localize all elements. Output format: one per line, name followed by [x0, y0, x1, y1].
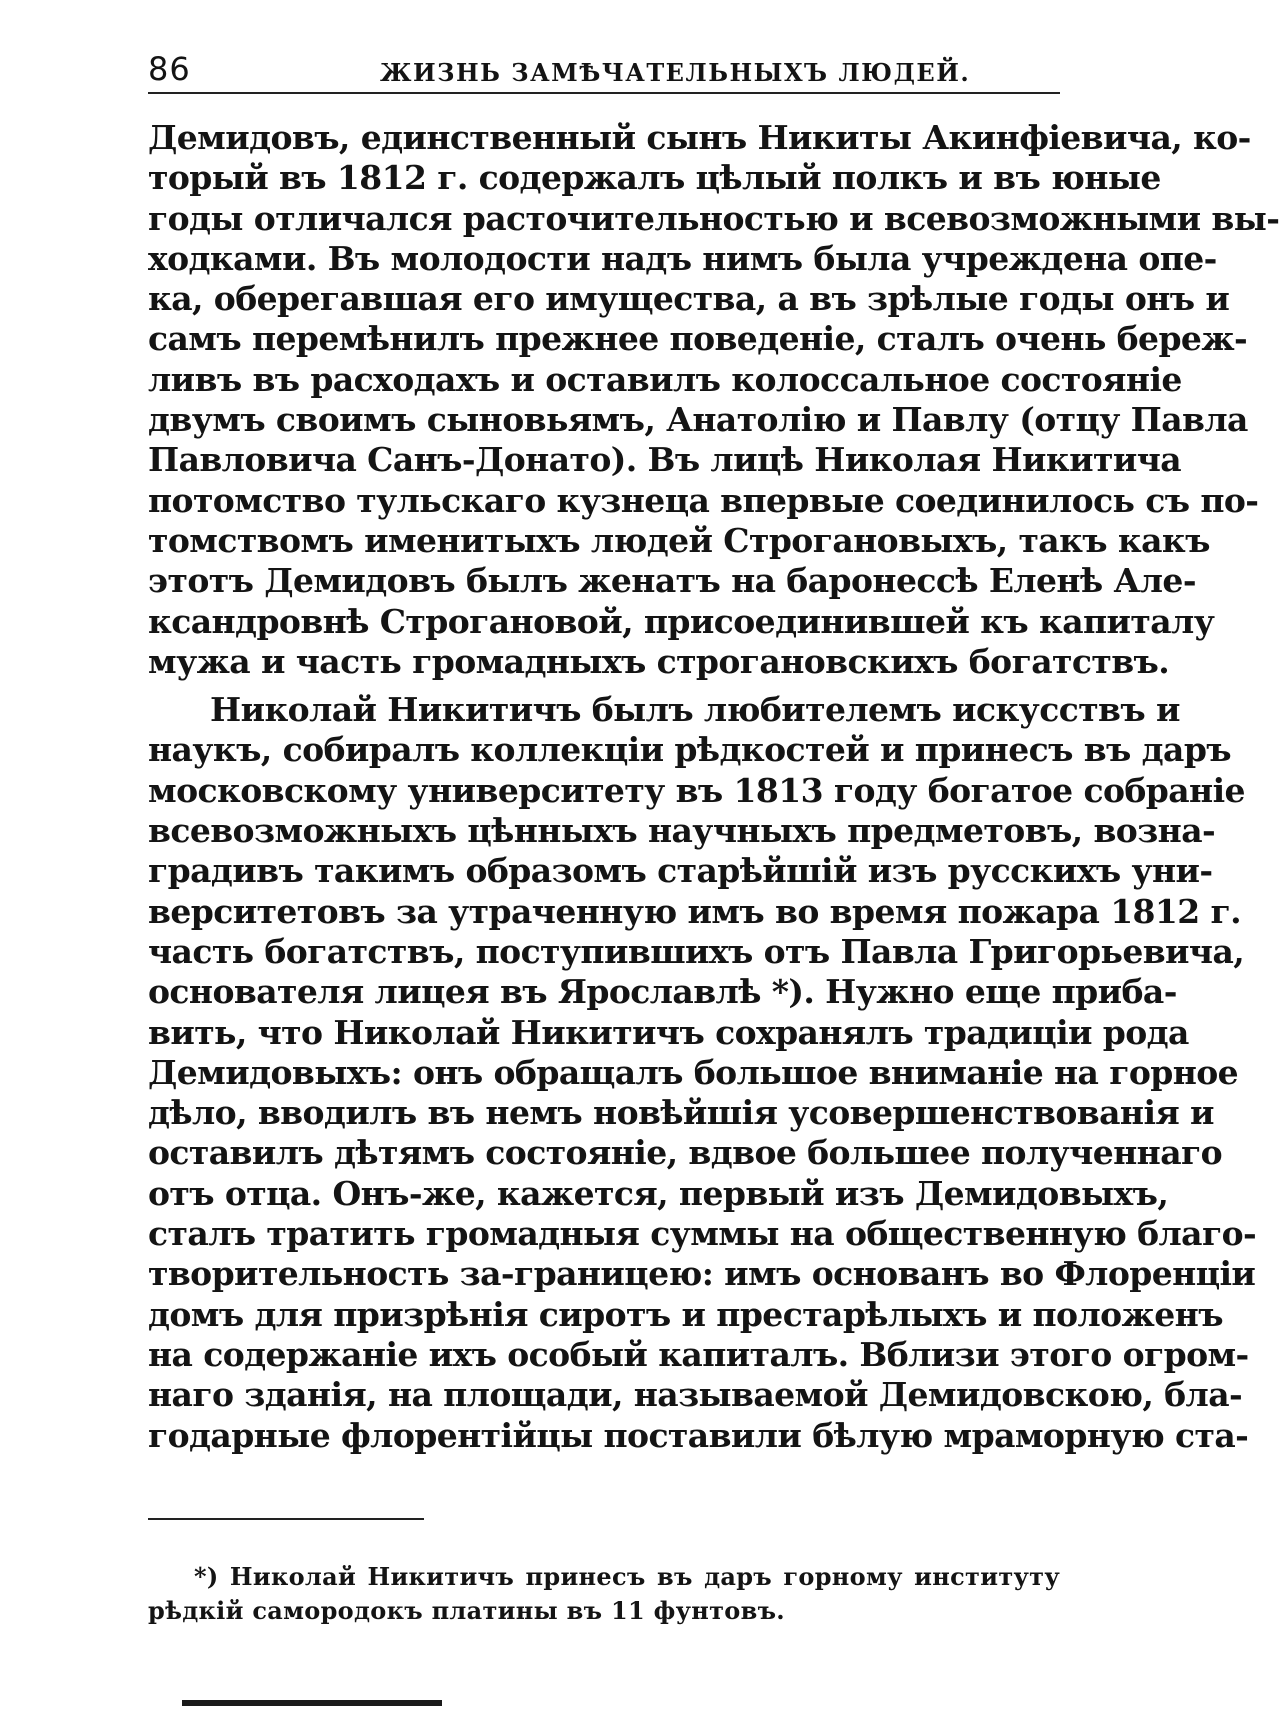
- text-line: этотъ Демидовъ былъ женатъ на баронессѣ Еленѣ Але-: [148, 561, 1196, 601]
- scan-edge-mark: [182, 1700, 442, 1706]
- text-line: вить, что Николай Никитичъ сохранялъ традиціи рода: [148, 1012, 1189, 1052]
- text-line: Павловича Санъ-Донато). Въ лицѣ Николая Никитича: [148, 440, 1182, 480]
- text-line: верситетовъ за утраченную имъ во время пожара 1812 г.: [148, 891, 1242, 931]
- text-line: ка, оберегавшая его имущества, а въ зрѣлые годы онъ и: [148, 279, 1230, 319]
- text-line: оставилъ дѣтямъ состояніе, вдвое большее полученнаго: [148, 1133, 1223, 1173]
- text-line: годы отличался расточительностью и всевозможными вы-: [148, 198, 1279, 238]
- text-line: самъ перемѣнилъ прежнее поведеніе, сталъ очень береж-: [148, 319, 1248, 359]
- text-line: наго зданія, на площади, называемой Демидовскою, бла-: [148, 1375, 1243, 1415]
- footnote-rule: [148, 1518, 424, 1520]
- text-line: двумъ своимъ сыновьямъ, Анатолію и Павлу (отцу Павла: [148, 400, 1248, 440]
- footnote: [148, 1560, 1060, 1628]
- text-line: мужа и часть громадныхъ строгановскихъ богатствъ.: [148, 641, 1170, 681]
- text-line: Демидовыхъ: онъ обращалъ большое вниманіе на горное: [148, 1052, 1239, 1092]
- header-rule: [148, 92, 1060, 94]
- text-line: на содержаніе ихъ особый капиталъ. Вблизи этого огром-: [148, 1334, 1249, 1374]
- text-line: томствомъ именитыхъ людей Строгановыхъ, такъ какъ: [148, 520, 1210, 560]
- text-line: основателя лицея въ Ярославлѣ *). Нужно еще приба-: [148, 972, 1177, 1012]
- text-line: Демидовъ, единственный сынъ Никиты Акинфіевича, ко-: [148, 118, 1251, 157]
- text-line: градивъ такимъ образомъ старѣйшій изъ русскихъ уни-: [148, 851, 1213, 891]
- text-line: годарные флорентійцы поставили бѣлую мраморную ста-: [148, 1415, 1249, 1455]
- body-text: [148, 118, 1279, 1456]
- page-header: [148, 48, 1060, 90]
- footnote-line: *) Николай Никитичъ принесъ въ даръ горному институту: [194, 1562, 1060, 1591]
- text-line: московскому университету въ 1813 году богатое собраніе: [148, 770, 1245, 810]
- text-line: торый въ 1812 г. содержалъ цѣлый полкъ и въ юные: [148, 158, 1161, 198]
- text-line: ходками. Въ молодости надъ нимъ была учреждена опе-: [148, 238, 1217, 278]
- text-line: творительность за-границею: имъ основанъ во Флоренціи: [148, 1254, 1256, 1294]
- text-line: сталъ тратить громадныя суммы на общественную благо-: [148, 1214, 1257, 1254]
- text-line: наукъ, собиралъ коллекціи рѣдкостей и принесъ въ даръ: [148, 730, 1232, 770]
- text-line: дѣло, вводилъ въ немъ новѣйшія усовершенствованія и: [148, 1093, 1214, 1133]
- page-number: 86: [148, 50, 191, 88]
- text-line: часть богатствъ, поступившихъ отъ Павла Григорьевича,: [148, 931, 1245, 971]
- text-line: домъ для призрѣнія сиротъ и престарѣлыхъ и положенъ: [148, 1294, 1223, 1334]
- text-line: ксандровнѣ Строгановой, присоединившей къ капиталу: [148, 601, 1215, 641]
- paragraph-2: [148, 690, 1257, 1456]
- text-line: отъ отца. Онъ-же, кажется, первый изъ Демидовыхъ,: [148, 1173, 1169, 1213]
- text-line: потомство тульскаго кузнеца впервые соединилось съ по-: [148, 480, 1259, 520]
- text-line: всевозможныхъ цѣнныхъ научныхъ предметовъ, возна-: [148, 811, 1216, 851]
- text-line: Николай Никитичъ былъ любителемъ искусствъ и: [210, 690, 1180, 730]
- text-line: ливъ въ расходахъ и оставилъ колоссальное состояніе: [148, 359, 1182, 399]
- paragraph-gap: [148, 682, 1060, 690]
- running-title: ЖИЗНЬ ЗАМѢЧАТЕЛЬНЫХЪ ЛЮДЕЙ.: [380, 58, 971, 87]
- footnote-line: рѣдкій самородокъ платины въ 11 фунтовъ.: [148, 1596, 785, 1625]
- paragraph-1: [148, 118, 1279, 682]
